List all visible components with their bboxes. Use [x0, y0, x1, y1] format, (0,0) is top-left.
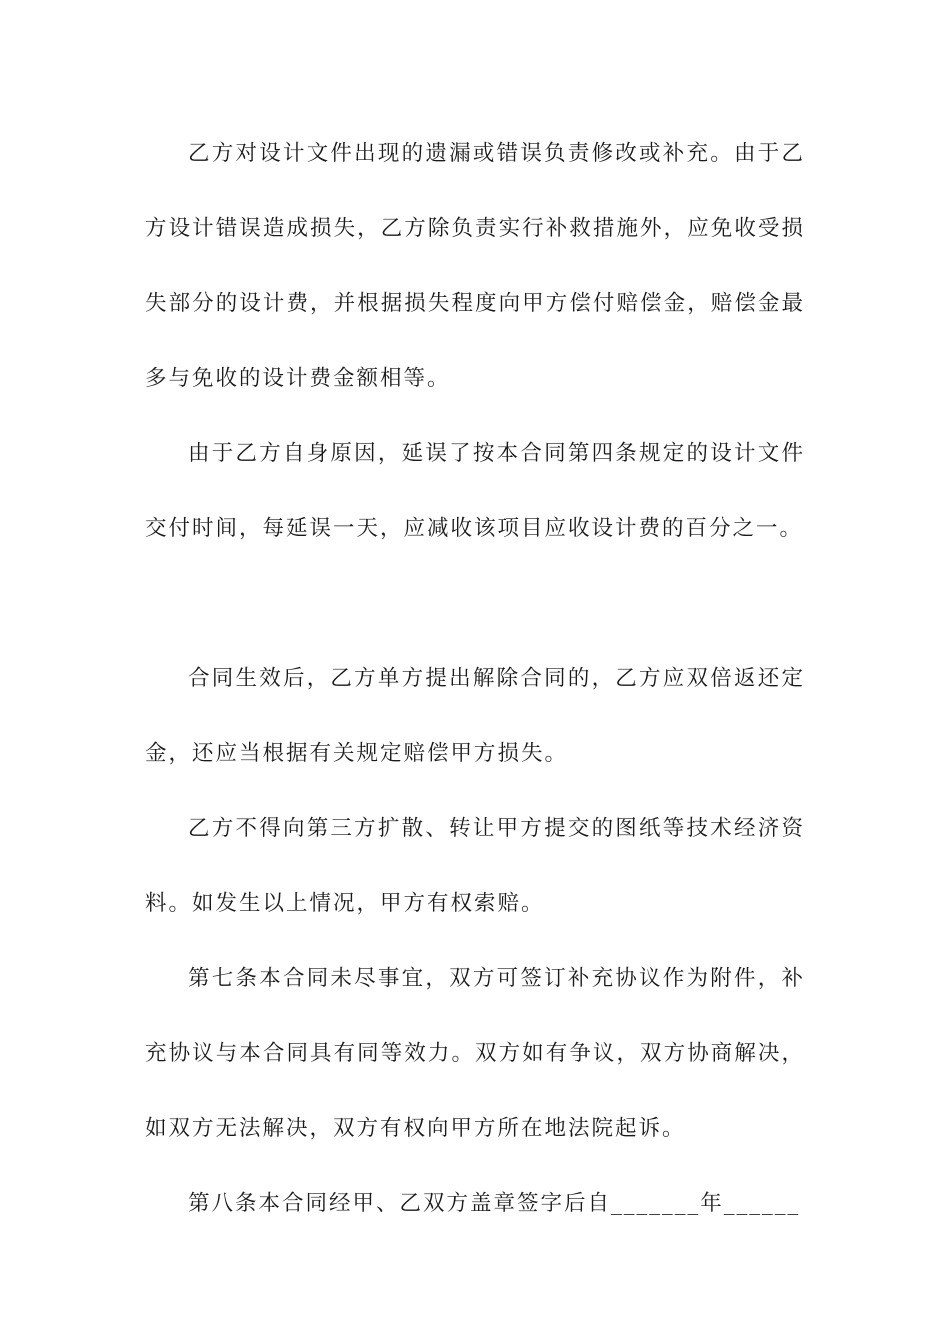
paragraph-article-seven: 第七条本合同未尽事宜，双方可签订补充协议作为附件，补充协议与本合同具有同等效力。双方如有争议，双方协商解决，如双方无法解决，双方有权向甲方所在地法院起诉。	[145, 966, 805, 1141]
paragraph-delivery-delay-penalty: 由于乙方自身原因，延误了按本合同第四条规定的设计文件交付时间，每延误一天，应减收该项目应收设计费的百分之一。	[145, 441, 805, 541]
paragraph-design-error-liability: 乙方对设计文件出现的遗漏或错误负责修改或补充。由于乙方设计错误造成损失，乙方除负责实行补救措施外，应免收受损失部分的设计费，并根据损失程度向甲方偿付赔偿金，赔偿金最多与免收的设计费金额相等。	[145, 141, 805, 391]
paragraph-confidentiality: 乙方不得向第三方扩散、转让甲方提交的图纸等技术经济资料。如发生以上情况，甲方有权索赔。	[145, 816, 805, 916]
paragraph-article-eight: 第八条本合同经甲、乙双方盖章签字后自_______年______	[188, 1191, 801, 1216]
paragraph-contract-termination: 合同生效后，乙方单方提出解除合同的，乙方应双倍返还定金，还应当根据有关规定赔偿甲方损失。	[145, 666, 805, 766]
